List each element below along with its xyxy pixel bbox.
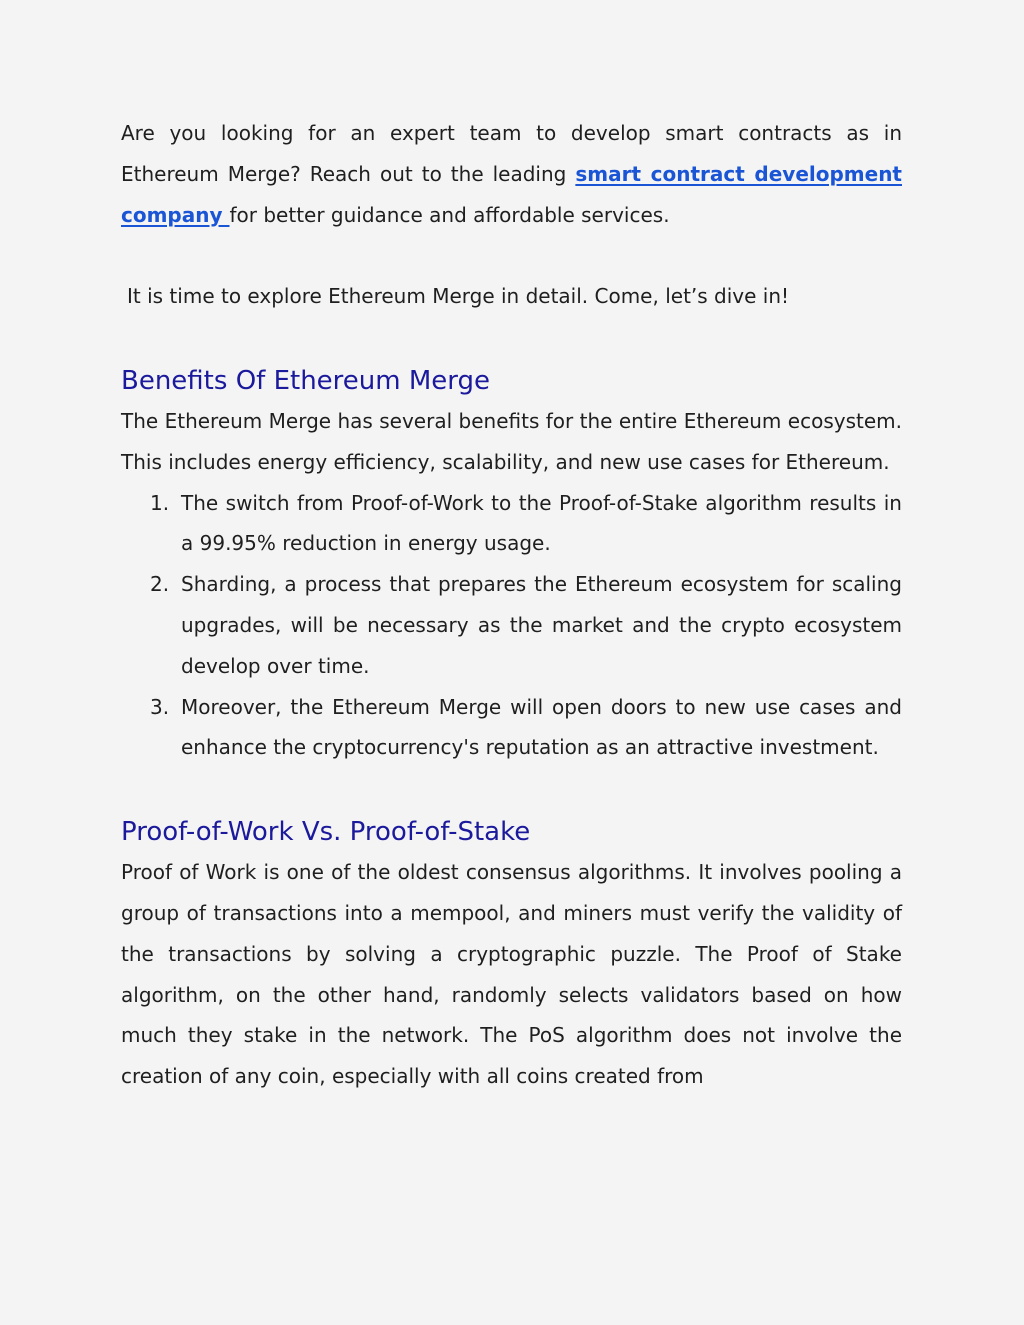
pow-vs-pos-heading: Proof-of-Work Vs. Proof-of-Stake: [121, 817, 531, 848]
smart-contract-development-company-link[interactable]: smart contract development company: [121, 161, 902, 227]
list-item-text: Sharding, a process that prepares the Ethereum ecosystem for scaling upgrades, will be necessary as the market and the crypto ecosystem develop over time.: [181, 572, 902, 678]
benefits-heading: Benefits Of Ethereum Merge: [121, 365, 491, 396]
benefits-paragraph: The Ethereum Merge has several benefits for the entire Ethereum ecosystem. This includes energy efficiency, scalability, and new use cases for Ethereum.: [121, 408, 902, 474]
list-item-number: 3.: [150, 694, 170, 719]
intro-text-after-link: for better guidance and affordable services.: [229, 202, 670, 227]
pow-vs-pos-paragraph: Proof of Work is one of the oldest consensus algorithms. It involves pooling a group of transactions into a mempool, and miners must verify the validity of the transactions by solving a cryptographic puzzle. The Proof of Stake algorithm, on the other hand, randomly selects validators based on how much they stake in the network. The PoS algorithm does not involve the creation of any coin, especially with all coins created from: [121, 860, 902, 1089]
list-item-text: Moreover, the Ethereum Merge will open doors to new use cases and enhance the cryptocurrency's reputation as an attractive investment.: [181, 694, 902, 760]
list-item: [121, 687, 902, 769]
blank-line: [121, 235, 902, 276]
list-item: [121, 483, 902, 565]
list-item-text: The switch from Proof-of-Work to the Proof-of-Stake algorithm results in a 99.95% reduction in energy usage.: [181, 490, 902, 556]
intro-text-before-link: Are you looking for an expert team to develop smart contracts as in Ethereum Merge? Reach out to the leading: [121, 121, 902, 186]
list-item-number: 1.: [150, 490, 170, 515]
explore-paragraph: It is time to explore Ethereum Merge in detail. Come, let’s dive in!: [127, 284, 790, 309]
benefits-list: [121, 483, 902, 769]
intro-paragraph: [121, 113, 902, 235]
list-item: [121, 564, 902, 686]
document-content: [121, 113, 902, 1097]
list-item-number: 2.: [150, 572, 170, 597]
